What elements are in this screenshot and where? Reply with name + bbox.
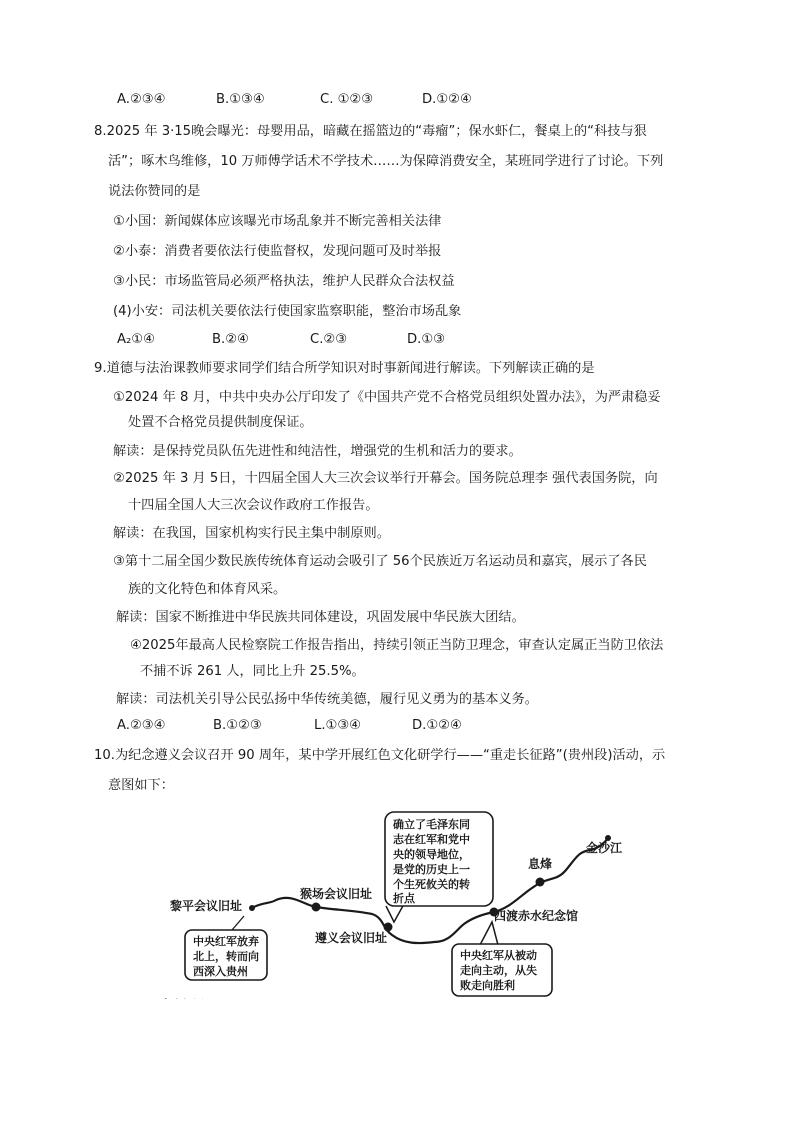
- callout-sidu-line-3: 败走向胜利: [460, 979, 515, 992]
- place-label-houchang: 猴场会议旧址: [300, 887, 373, 901]
- q8-option-b: B.②④: [212, 332, 249, 347]
- q9-line-10: ④2025年最高人民检察院工作报告指出，持续引领正当防卫理念，审查认定属正当防卫依法: [130, 638, 664, 653]
- place-label-liping: 黎平会议旧址: [170, 899, 243, 913]
- callout-zunyi: [385, 812, 493, 922]
- q8-stem-line-2: 活”；啄木鸟维修，10 万师傅学话术不学技术……为保障消费安全，某班同学进行了讨论。下列: [108, 154, 664, 169]
- q9-line-4: ②2025 年 3 月 5日，十四届全国人大三次会议举行开幕会。国务院总理李 强代表国务院，向: [113, 471, 658, 486]
- place-label-sidu: 四渡赤水纪念馆: [494, 909, 579, 923]
- callout-zunyi-line-6: 折点: [393, 892, 415, 905]
- q7-option-c: C. ①②③: [320, 92, 374, 107]
- place-label-xifeng: 息烽: [528, 857, 553, 871]
- cropped-text-fragment: [150, 997, 250, 1019]
- q10-stem-line-2: 意图如下：: [108, 778, 174, 793]
- stop-dot-houchang: [312, 903, 321, 912]
- callout-sidu: [452, 922, 552, 996]
- q8-item-2: ②小泰：消费者要依法行使监督权，发现问题可及时举报: [113, 244, 442, 259]
- q9-option-b: B.①②③: [213, 718, 262, 733]
- q9-line-7: ③第十二届全国少数民族传统体育运动会吸引了 56个民族近万名运动员和嘉宾，展示了各民: [113, 554, 647, 569]
- place-label-jinshajiang: 金沙江: [586, 841, 623, 855]
- q9-line-11: 不捕不诉 261 人，同比上升 25.5%。: [140, 664, 365, 679]
- q8-item-4: (4)小安：司法机关要依法行使国家监察职能，整治市场乱象: [113, 304, 462, 319]
- callout-liping-line-1: 中央红军放弃: [193, 935, 259, 948]
- callout-liping-line-3: 西深入贵州: [193, 965, 248, 978]
- callout-zunyi-line-2: 志在红军和党中: [393, 833, 470, 846]
- q8-stem-line-3: 说法你赞同的是: [108, 184, 201, 199]
- callout-sidu-line-2: 走向主动，从失: [460, 964, 537, 977]
- q9-line-8: 族的文化特色和体育风采。: [128, 582, 287, 597]
- q9-stem: 9.道德与法治课教师要求同学们结合所学知识对时事新闻进行解读。下列解读正确的是: [94, 361, 595, 376]
- q8-option-a: A₂①④: [117, 332, 155, 347]
- callout-sidu-line-1: 中央红军从被动: [460, 949, 537, 962]
- q8-option-c: C.②③: [310, 332, 348, 347]
- q9-option-d: D.①②④: [412, 718, 462, 733]
- callout-zunyi-line-3: 央的领导地位，: [393, 848, 470, 861]
- q9-line-3: 解读：是保持党员队伍先进性和纯洁性，增强党的生机和活力的要求。: [113, 444, 522, 459]
- q9-option-a: A.②③④: [117, 718, 166, 733]
- callout-zunyi-line-5: 个生死攸关的转: [393, 878, 470, 891]
- stop-dot-xifeng: [536, 878, 545, 887]
- q9-line-1: ①2024 年 8 月，中共中央办公厅印发了《中国共产党不合格党员组织处置办法》，为严肃稳妥: [113, 390, 661, 405]
- q8-option-d: D.①③: [407, 332, 445, 347]
- q10-stem-line-1: 10.为纪念遵义会议召开 90 周年，某中学开展红色文化研学行——“重走长征路”(贵州段)活动，示: [94, 748, 666, 763]
- callout-liping-line-2: 北上，转而向: [193, 950, 259, 963]
- q9-line-5: 十四届全国人大三次会议作政府工作报告。: [128, 498, 379, 513]
- stop-dot-liping: [249, 905, 255, 911]
- q9-line-12: 解读：司法机关引导公民弘扬中华传统美德，履行见义勇为的基本义务。: [116, 692, 538, 707]
- q7-option-a: A.②③④: [117, 92, 166, 107]
- q8-item-3: ③小民：市场监管局必须严格执法，维护人民群众合法权益: [113, 274, 455, 289]
- q9-line-6: 解读：在我国，国家机构实行民主集中制原则。: [113, 526, 390, 541]
- callout-zunyi-line-4: 是党的历史上一: [393, 863, 470, 876]
- place-label-zunyi: 遵义会议旧址: [315, 931, 388, 945]
- q9-line-9: 解读：国家不断推进中华民族共同体建设，巩固发展中华民族大团结。: [116, 610, 525, 625]
- q7-option-d: D.①②④: [422, 92, 472, 107]
- callout-zunyi-line-1: 确立了毛泽东同: [393, 818, 470, 831]
- q8-stem-line-1: 8.2025 年 3·15晚会曝光：母婴用品，暗藏在摇篮边的“毒瘤”；保水虾仁，餐桌上的“科技与狠: [94, 124, 647, 139]
- q9-option-c: L.①③④: [314, 718, 362, 733]
- q8-item-1: ①小国：新闻媒体应该曝光市场乱象并不断完善相关法律: [113, 214, 442, 229]
- callout-liping: [185, 916, 267, 980]
- q9-line-2: 处置不合格党员提供制度保证。: [128, 415, 313, 430]
- q7-option-b: B.①③④: [216, 92, 265, 107]
